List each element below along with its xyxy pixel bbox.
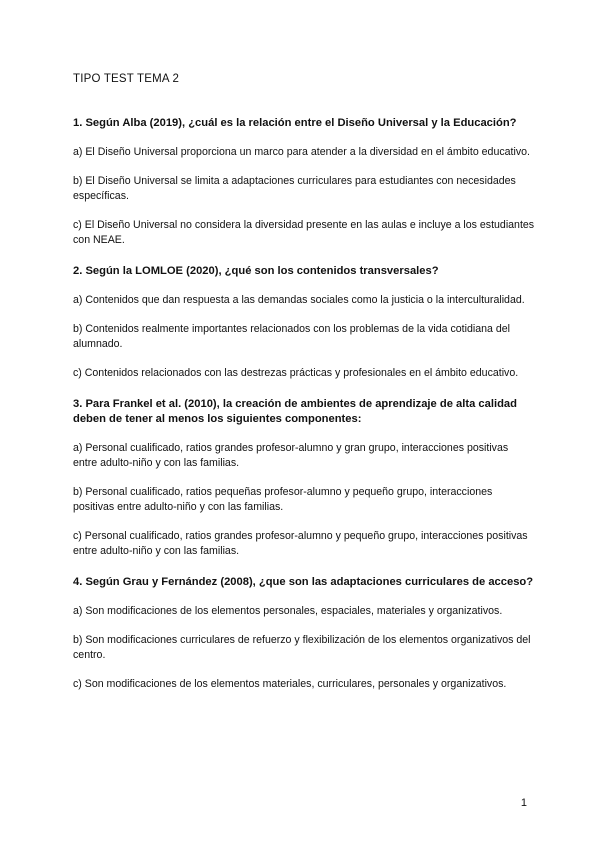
question-list: [73, 116, 535, 708]
question-4-option-b: b) Son modificaciones curriculares de refuerzo y flexibilización de los elementos organizativos del centro.: [73, 634, 531, 661]
question-3-option-b: b) Personal cualificado, ratios pequeñas profesor-alumno y pequeño grupo, interacciones positivas entre adulto-niño y con las familias.: [73, 486, 493, 513]
question-block-3: [73, 397, 535, 559]
question-4-option-a: a) Son modificaciones de los elementos personales, espaciales, materiales y organizativos.: [73, 605, 503, 617]
page-number: 1: [520, 797, 527, 809]
question-3-option-a: a) Personal cualificado, ratios grandes profesor-alumno y gran grupo, interacciones positivas entre adulto-niño y con las familias.: [73, 442, 509, 469]
question-2-option-c: c) Contenidos relacionados con las destrezas prácticas y profesionales en el ámbito educativo.: [73, 367, 519, 379]
question-1-text: 1. Según Alba (2019), ¿cuál es la relación entre el Diseño Universal y la Educación?: [73, 117, 517, 129]
document-title: TIPO TEST TEMA 2: [73, 73, 180, 85]
question-block-1: [73, 116, 535, 248]
question-2-option-a: a) Contenidos que dan respuesta a las demandas sociales como la justicia o la interculturalidad.: [73, 294, 525, 306]
question-3-text: 3. Para Frankel et al. (2010), la creación de ambientes de aprendizaje de alta calidad deben de tener al menos los siguientes componentes:: [73, 398, 517, 425]
question-4-option-c: c) Son modificaciones de los elementos materiales, curriculares, personales y organizativos.: [73, 678, 507, 690]
question-4-text: 4. Según Grau y Fernández (2008), ¿que son las adaptaciones curriculares de acceso?: [73, 576, 534, 588]
question-2-option-b: b) Contenidos realmente importantes relacionados con los problemas de la vida cotidiana del alumnado.: [73, 323, 510, 350]
question-1-option-b: b) El Diseño Universal se limita a adaptaciones curriculares para estudiantes con necesidades específicas.: [73, 175, 516, 202]
question-2-text: 2. Según la LOMLOE (2020), ¿qué son los contenidos transversales?: [73, 265, 439, 277]
question-block-2: [73, 264, 535, 381]
question-1-option-a: a) El Diseño Universal proporciona un marco para atender a la diversidad en el ámbito educativo.: [73, 146, 530, 158]
question-1-option-c: c) El Diseño Universal no considera la diversidad presente en las aulas e incluye a los estudiantes con NEAE.: [73, 219, 535, 246]
question-block-4: [73, 575, 535, 692]
question-3-option-c: c) Personal cualificado, ratios grandes profesor-alumno y pequeño grupo, interacciones positivas entre adulto-niño y con las familias.: [73, 530, 528, 557]
